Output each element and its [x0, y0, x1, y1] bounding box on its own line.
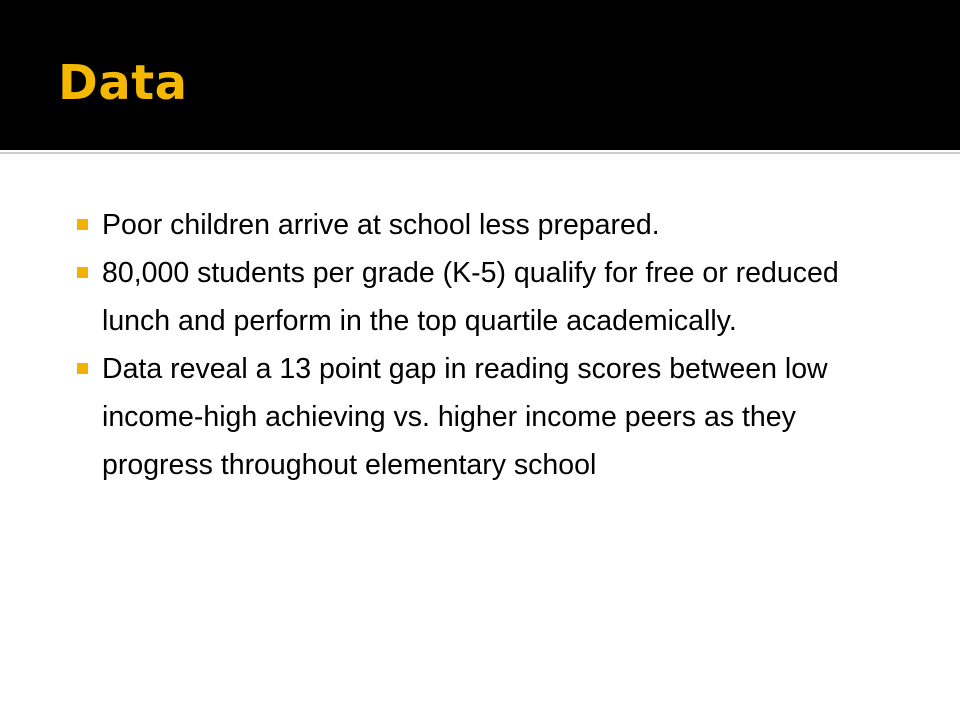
title-bar [0, 0, 960, 150]
bullet-item [76, 345, 896, 489]
bullet-text: 80,000 students per grade (K-5) qualify for free or reduced lunch and perform in the top quartile academically. [102, 257, 839, 337]
bullet-text: Data reveal a 13 point gap in reading scores between low income-high achieving vs. higher income peers as they progress throughout elementary school [102, 353, 828, 481]
title-divider [0, 150, 960, 158]
square-bullet-icon [77, 219, 88, 230]
slide-title: Data [58, 55, 188, 111]
square-bullet-icon [77, 267, 88, 278]
bullet-item [76, 201, 896, 249]
bullet-item [76, 249, 896, 345]
bullet-list [76, 201, 896, 489]
square-bullet-icon [77, 363, 88, 374]
bullet-text: Poor children arrive at school less prepared. [102, 209, 660, 241]
content-area [0, 158, 960, 720]
